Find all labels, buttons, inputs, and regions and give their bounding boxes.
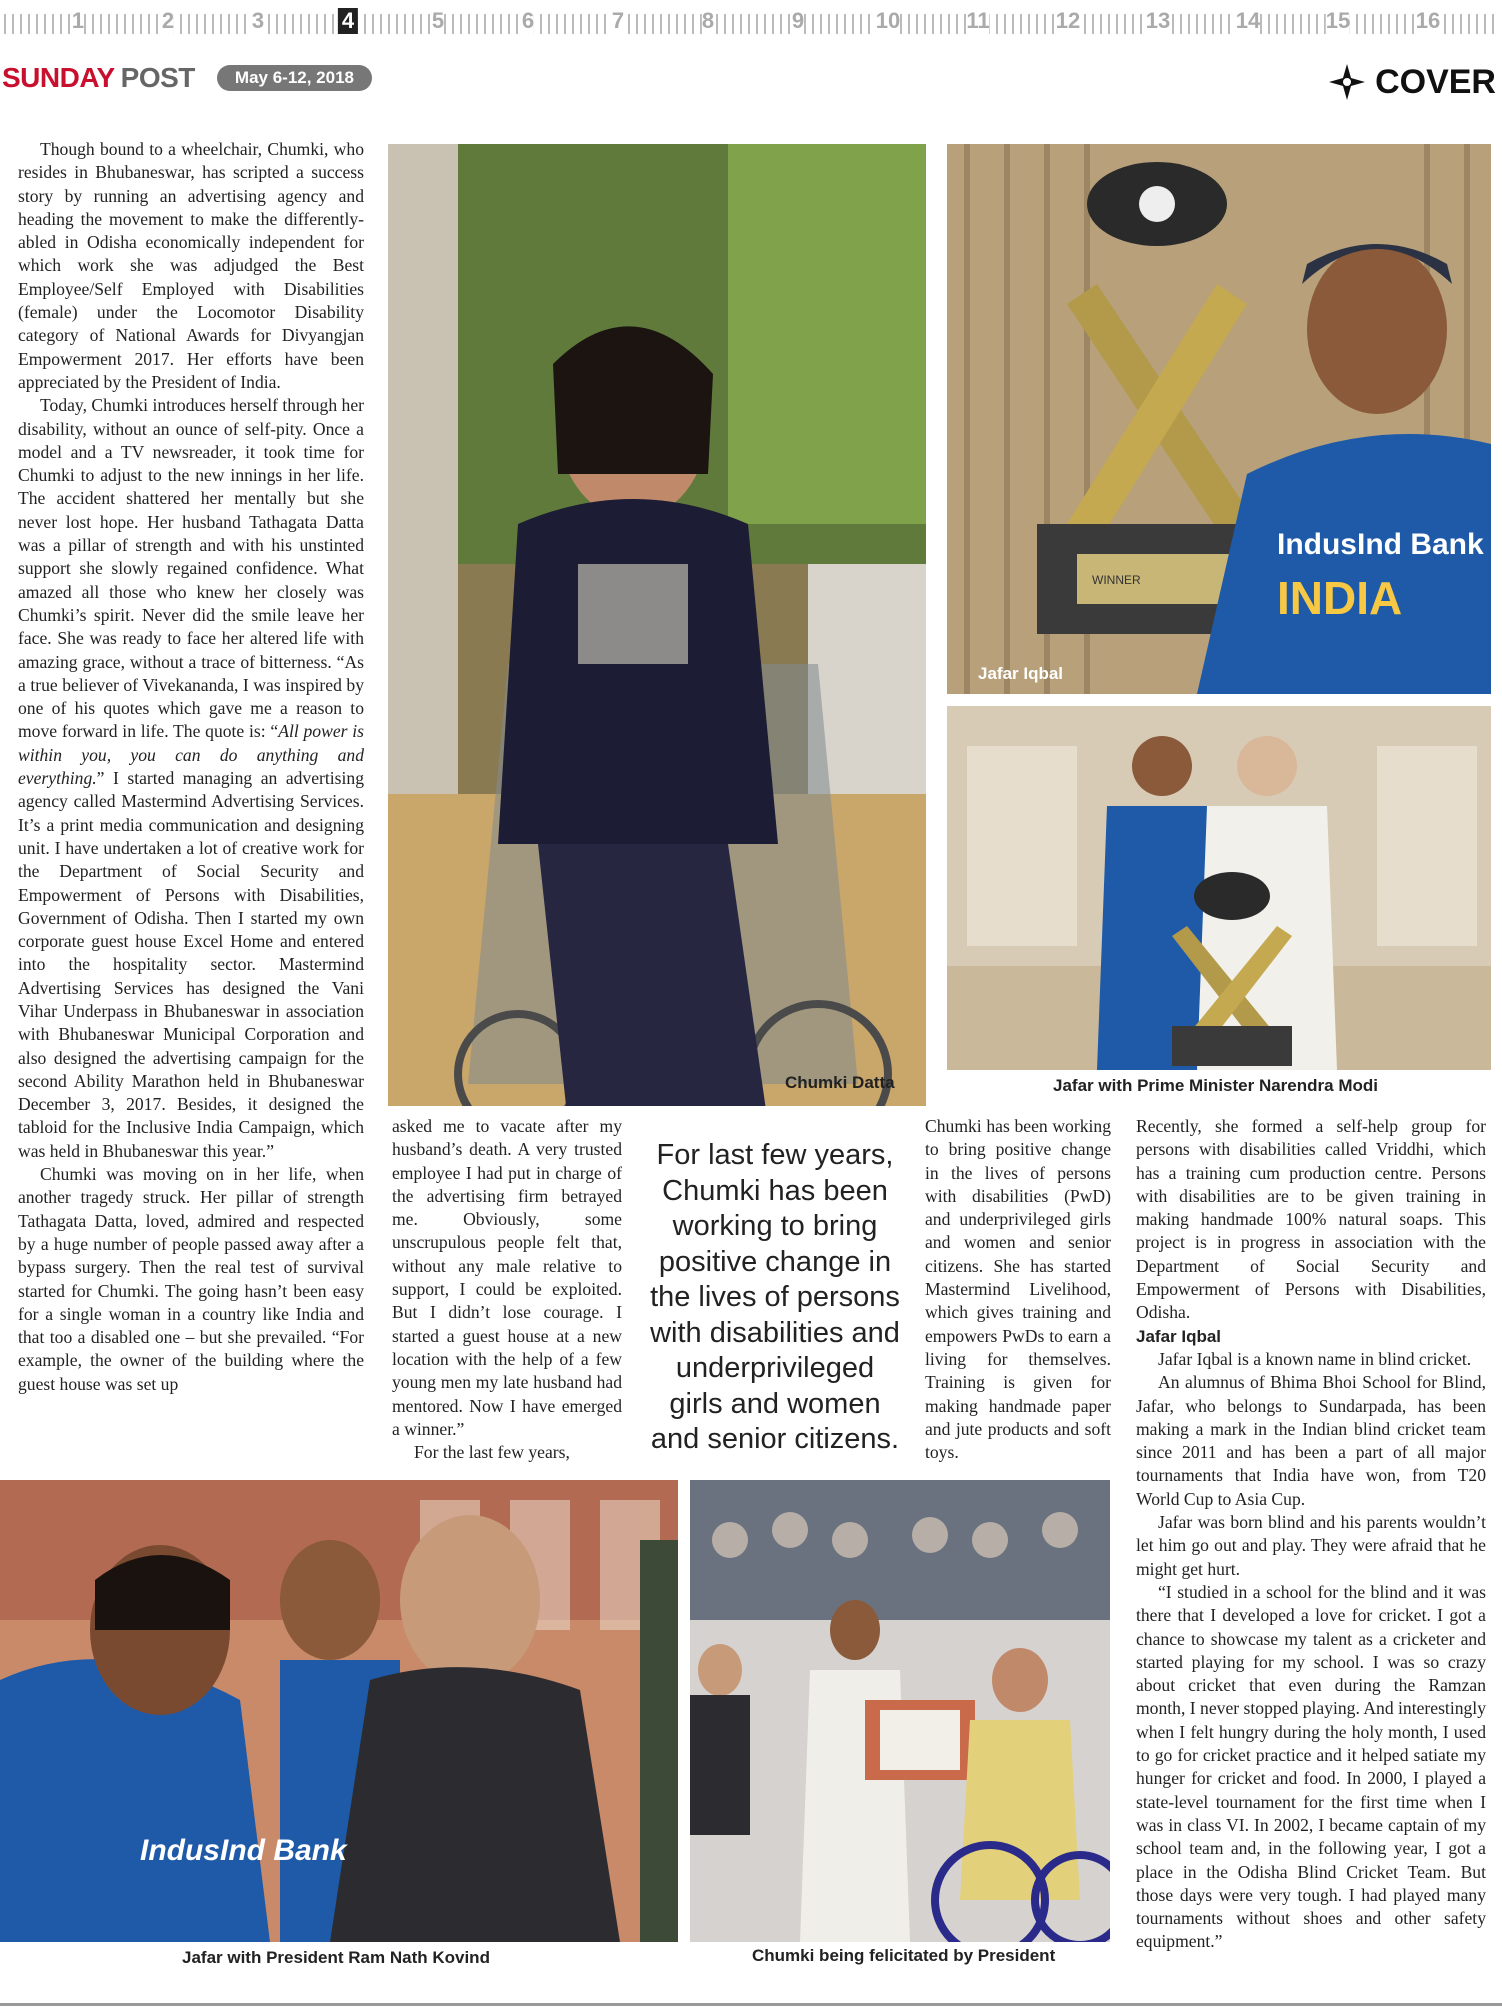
ruler-tick [12, 14, 14, 34]
caption-chumki-felicitated: Chumki being felicitated by President [752, 1946, 1056, 1965]
ruler-tick [1396, 14, 1398, 34]
ruler-tick [292, 14, 294, 34]
issue-date: May 6-12, 2018 [217, 65, 372, 91]
ruler-tick [780, 14, 782, 34]
ruler-tick [1292, 14, 1294, 34]
ruler-tick [420, 14, 422, 34]
ruler-tick [100, 14, 102, 34]
ruler-tick [548, 14, 550, 34]
ruler-number: 9 [791, 8, 805, 33]
ruler-tick [412, 14, 414, 34]
ruler-tick [572, 14, 574, 34]
ruler-tick [1356, 14, 1358, 34]
ruler-tick [156, 14, 158, 34]
quote-text: All power is within you, you can do anything and everything. [18, 721, 364, 789]
ruler-tick [740, 14, 742, 34]
ruler-tick [1388, 14, 1390, 34]
ruler-tick [1404, 14, 1406, 34]
ruler-tick [564, 14, 566, 34]
page-ruler [0, 0, 1502, 52]
ruler-tick [124, 14, 126, 34]
ruler-tick [652, 14, 654, 34]
ruler-tick [540, 14, 542, 34]
paragraph: “I studied in a school for the blind and it was there that I developed a love for cricket. I got a chance to showcase my talent as a cricketer and started playing for my school. I was so crazy about cricket that even during the Ramzan month, I never stopped playing. And interestingly when I felt hungry during the holy month, I used to go for cricket practice and it helped satiate my hunger for cricket and food. In 2000, I played a state-level tournament for the first time when I was in class VI. In 2002, I became captain of my school team and, in the following year, I got a place in the Odisha Blind Cricket Team. But those days were very tough. I had played many tournaments without shoes and other safety equipment.” [1136, 1581, 1486, 1952]
ruler-tick [748, 14, 750, 34]
ruler-tick [284, 14, 286, 34]
ruler-tick [1020, 14, 1022, 34]
ruler-tick [1028, 14, 1030, 34]
ruler-tick [508, 14, 510, 34]
caption-jafar-modi: Jafar with Prime Minister Narendra Modi [1053, 1076, 1378, 1095]
article-column-2 [392, 1115, 622, 1464]
text-run: Today, Chumki introduces herself through her disability, without an ounce of self-pity. Once a model and a TV newsreader, it took time for Chumki to adjust to the new innings in her life. The accident shattered her mentally but she never lost hope. Her husband Tathagata Datta was a pillar of strength and with his unstinted support she slowly regained confidence. What amazed all those who knew her closely was Chumki’s spirit. Never did the smile leave her face. She was ready to face her altered life with amazing grace, without a trace of bitterness. “As a true believer of Vivekananda, I was inspired by one of his quotes which gave me a reason to move forward in life. The quote is: “ [18, 395, 365, 742]
ruler-tick [468, 14, 470, 34]
ruler-tick [1180, 14, 1182, 34]
ruler-tick [1084, 14, 1086, 34]
photo-jafar-with-kovind [0, 1480, 678, 1942]
ruler-tick [84, 14, 86, 34]
ruler-tick [1004, 14, 1006, 34]
ruler-tick [836, 14, 838, 34]
ruler-tick [812, 14, 814, 34]
ruler-tick [636, 14, 638, 34]
ruler-tick [300, 14, 302, 34]
ruler-tick [1468, 14, 1470, 34]
ruler-tick [268, 14, 270, 34]
ruler-tick [116, 14, 118, 34]
ruler-tick [1204, 14, 1206, 34]
ruler-tick [492, 14, 494, 34]
ruler-number: 11 [966, 8, 990, 33]
paragraph: Chumki has been working to bring positive change in the lives of persons with disabilities (PwD) and underprivileged girls and women and senior citizens. She has started Mastermind Livelihood, which gives training and empowers PwDs to earn a living for themselves. Training is given for making handmade paper and jute products and soft toys. [925, 1116, 1111, 1463]
section-label [1327, 60, 1496, 104]
ruler-tick [1044, 14, 1046, 34]
section-name: COVER [1375, 62, 1496, 101]
ruler-tick [940, 14, 942, 34]
article-column-4 [1136, 1115, 1486, 1954]
ruler-tick [1052, 14, 1054, 34]
compass-star-icon [1327, 62, 1367, 102]
photo-chumki-datta [388, 144, 926, 1106]
ruler-tick [860, 14, 862, 34]
ruler-tick [900, 14, 902, 34]
paragraph: Chumki was moving on in her life, when another tragedy struck. Her pillar of strength Tathagata Datta, loved, admired and respected by a huge number of people passed away after a bypass surgery. Then the real test of survival started for Chumki. The going hasn’t been easy for a single woman in a country like India and that too a disabled one – but she prevailed. “For example, the owner of the building where the guest house was set up [18, 1164, 364, 1394]
page-bottom-rule [0, 2003, 1502, 2006]
photo-jafar-iqbal-trophy [947, 144, 1491, 694]
ruler-number: 13 [1145, 8, 1171, 33]
ruler-tick [604, 14, 606, 34]
ruler-tick [1268, 14, 1270, 34]
ruler-tick [1092, 14, 1094, 34]
ruler-number: 7 [611, 8, 625, 33]
ruler-tick [500, 14, 502, 34]
ruler-tick [212, 14, 214, 34]
ruler-tick [364, 14, 366, 34]
ruler-tick [580, 14, 582, 34]
ruler-tick [404, 14, 406, 34]
ruler-tick [732, 14, 734, 34]
ruler-number: 1 [71, 8, 85, 33]
article-column-1 [18, 138, 364, 1396]
ruler-tick [180, 14, 182, 34]
masthead [2, 60, 372, 96]
paragraph [18, 394, 364, 1163]
ruler-tick [1132, 14, 1134, 34]
ruler-number: 15 [1325, 8, 1351, 33]
ruler-tick [332, 14, 334, 34]
paragraph: Recently, she formed a self-help group for persons with disabilities called Vriddhi, which has a training cum production centre. Persons with disabilities are to be given training in making handmade 100% natural soaps. This project is in progress in association with the Department of Social Security and Empowerment of Persons with Disabilities, Odisha. [1136, 1116, 1486, 1323]
ruler-tick [1412, 14, 1414, 34]
ruler-tick [1100, 14, 1102, 34]
paragraph: Jafar Iqbal is a known name in blind cricket. [1158, 1348, 1472, 1369]
ruler-tick [52, 14, 54, 34]
ruler-number: 14 [1235, 8, 1261, 33]
ruler-number: 12 [1055, 8, 1081, 33]
ruler-tick [692, 14, 694, 34]
ruler-tick [4, 14, 6, 34]
ruler-tick [908, 14, 910, 34]
ruler-number: 3 [251, 8, 265, 33]
ruler-tick [60, 14, 62, 34]
ruler-number: 6 [521, 8, 535, 33]
article-column-3 [925, 1115, 1111, 1464]
ruler-tick [924, 14, 926, 34]
ruler-tick [308, 14, 310, 34]
ruler-tick [556, 14, 558, 34]
ruler-tick [1444, 14, 1446, 34]
ruler-tick [20, 14, 22, 34]
ruler-tick [388, 14, 390, 34]
ruler-tick [1036, 14, 1038, 34]
ruler-tick [1220, 14, 1222, 34]
ruler-number: 8 [701, 8, 715, 33]
ruler-tick [1260, 14, 1262, 34]
ruler-tick [644, 14, 646, 34]
ruler-tick [852, 14, 854, 34]
ruler-tick [868, 14, 870, 34]
ruler-number: 2 [161, 8, 175, 33]
ruler-tick [660, 14, 662, 34]
photo-jafar-with-modi [947, 706, 1491, 1070]
ruler-tick [932, 14, 934, 34]
ruler-tick [756, 14, 758, 34]
ruler-tick [44, 14, 46, 34]
paragraph: asked me to vacate after my husband’s death. A very trusted employee I had put in charge of the advertising firm betrayed me. Obviously, some unscrupulous people felt that, without any male relative to support, I could be exploited. But I didn’t lose courage. I started a guest house at a new location with the help of a few young men my late husband had mentored. Now I have emerged a winner.” [392, 1116, 622, 1439]
brand-post: POST [120, 62, 195, 93]
ruler-tick [916, 14, 918, 34]
ruler-tick [516, 14, 518, 34]
brand-sunday: SUNDAY [2, 62, 115, 93]
ruler-tick [28, 14, 30, 34]
ruler-tick [1172, 14, 1174, 34]
ruler-tick [380, 14, 382, 34]
ruler-tick [1372, 14, 1374, 34]
paragraph: An alumnus of Bhima Bhoi School for Blind, Jafar, who belongs to Sundarpada, has been making a mark in the Indian blind cricket team since 2011 and has been a part of all major tournaments that India have won, from T20 World Cup to Asia Cup. [1136, 1372, 1486, 1509]
pull-quote: For last few years, Chumki has been working to bring positive change in the lives of persons with disabilities and underprivileged girls and women and senior citizens. [650, 1139, 900, 1455]
subheading-jafar-iqbal: Jafar Iqbal [1136, 1326, 1222, 1346]
ruler-tick [684, 14, 686, 34]
ruler-tick [196, 14, 198, 34]
ruler-tick [716, 14, 718, 34]
ruler-tick [428, 14, 430, 34]
ruler-tick [1276, 14, 1278, 34]
ruler-tick [476, 14, 478, 34]
ruler-tick [36, 14, 38, 34]
ruler-tick [1364, 14, 1366, 34]
ruler-tick [1316, 14, 1318, 34]
paragraph: Jafar was born blind and his parents wouldn’t let him go out and play. They were afraid that he might get hurt. [1136, 1512, 1486, 1579]
ruler-tick [452, 14, 454, 34]
ruler-tick [132, 14, 134, 34]
ruler-tick [244, 14, 246, 34]
ruler-tick [148, 14, 150, 34]
ruler-number: 16 [1415, 8, 1441, 33]
ruler-tick [1284, 14, 1286, 34]
paragraph: Though bound to a wheelchair, Chumki, who resides in Bhubaneswar, has scripted a success story by running an advertising agency and heading the movement to make the differently-abled in Odisha economically independent for which work she was adjudged the Best Employee/Self Employed with Disabilities (female) under the Locomotor Disability category of National Awards for Divyangjan Empowerment 2017. Her efforts have been appreciated by the President of India. [18, 139, 364, 392]
ruler-number: 4 [338, 8, 358, 34]
ruler-tick [1012, 14, 1014, 34]
ruler-tick [1124, 14, 1126, 34]
ruler-tick [596, 14, 598, 34]
ruler-tick [316, 14, 318, 34]
ruler-tick [948, 14, 950, 34]
jersey-sponsor-text: IndusInd Bank [1277, 528, 1484, 561]
ruler-number: 10 [875, 8, 901, 33]
ruler-tick [956, 14, 958, 34]
ruler-tick [844, 14, 846, 34]
ruler-tick [676, 14, 678, 34]
ruler-tick [1212, 14, 1214, 34]
ruler-tick [1108, 14, 1110, 34]
ruler-tick [396, 14, 398, 34]
ruler-tick [1188, 14, 1190, 34]
ruler-tick [1460, 14, 1462, 34]
ruler-tick [668, 14, 670, 34]
ruler-tick [140, 14, 142, 34]
ruler-tick [1308, 14, 1310, 34]
ruler-tick [1300, 14, 1302, 34]
ruler-tick [92, 14, 94, 34]
jersey-country-text: INDIA [1277, 572, 1403, 624]
ruler-tick [1228, 14, 1230, 34]
ruler-tick [724, 14, 726, 34]
ruler-tick [628, 14, 630, 34]
ruler-tick [236, 14, 238, 34]
text-run: ” I started managing an advertising agency called Mastermind Advertising Services. It’s a print media communication and designing unit. I have undertaken a lot of creative work for the Department of Social Security and Empowerment of Persons with Disabilities, Government of Odisha. Then I started my own corporate guest house Excel Home and entered into the hospitality sector. Mastermind Advertising Services has designed the Vani Vihar Underpass in Bhubaneswar in association with Bhubaneswar Municipal Corporation and also designed the advertising campaign for the second Ability Marathon held in Bhubaneswar December 3, 2017. Besides, it designed the tabloid for the Inclusive India Campaign, which was held in Bhubaneswar this year.” [18, 768, 364, 1161]
ruler-tick [820, 14, 822, 34]
ruler-tick [372, 14, 374, 34]
ruler-tick [444, 14, 446, 34]
caption-jafar-iqbal: Jafar Iqbal [978, 664, 1064, 683]
ruler-tick [276, 14, 278, 34]
ruler-tick [1492, 14, 1494, 34]
ruler-tick [788, 14, 790, 34]
ruler-tick [324, 14, 326, 34]
caption-jafar-kovind: Jafar with President Ram Nath Kovind [182, 1948, 490, 1967]
ruler-tick [1196, 14, 1198, 34]
ruler-tick [1140, 14, 1142, 34]
photo-chumki-felicitated [690, 1480, 1110, 1942]
ruler-tick [996, 14, 998, 34]
ruler-tick [188, 14, 190, 34]
ruler-number: 5 [431, 8, 445, 33]
ruler-tick [764, 14, 766, 34]
ruler-tick [204, 14, 206, 34]
ruler-tick [1380, 14, 1382, 34]
ruler-tick [228, 14, 230, 34]
caption-chumki-datta: Chumki Datta [785, 1073, 895, 1092]
ruler-tick [1484, 14, 1486, 34]
ruler-tick [460, 14, 462, 34]
jersey-sponsor-text: IndusInd Bank [140, 1834, 347, 1867]
ruler-tick [108, 14, 110, 34]
paragraph: For the last few years, [414, 1442, 570, 1463]
ruler-tick [1476, 14, 1478, 34]
ruler-tick [772, 14, 774, 34]
ruler-tick [1116, 14, 1118, 34]
ruler-tick [804, 14, 806, 34]
ruler-tick [828, 14, 830, 34]
ruler-tick [220, 14, 222, 34]
ruler-tick [588, 14, 590, 34]
trophy-plate-text: WINNER [1092, 573, 1141, 587]
ruler-tick [484, 14, 486, 34]
ruler-tick [68, 14, 70, 34]
ruler-tick [1452, 14, 1454, 34]
